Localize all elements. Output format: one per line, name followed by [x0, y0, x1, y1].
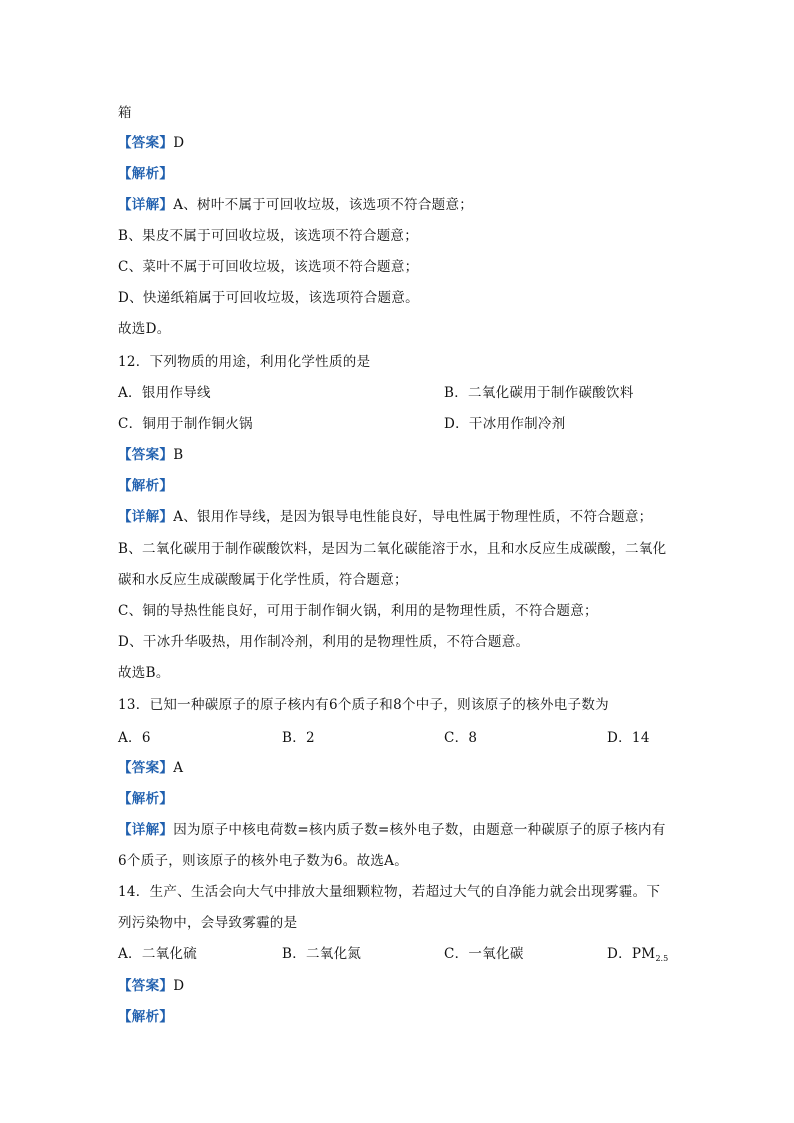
q13-detail-2: 6个质子，则该原子的核外电子数为6。故选A。 — [118, 853, 409, 869]
analysis-tag: 【解析】 — [118, 791, 174, 807]
detail-tag: 【详解】 — [118, 509, 174, 525]
q13-stem: 13．已知一种碳原子的原子核内有6个质子和8个中子，则该原子的核外电子数为 — [118, 697, 609, 713]
q11-answer: D — [173, 135, 185, 151]
q11-conclusion: 故选D。 — [118, 321, 171, 337]
q11-answer-line — [118, 133, 184, 153]
q11-detail-3: C、菜叶不属于可回收垃圾，该选项不符合题意； — [118, 259, 419, 275]
q14-option-d-text: D．PM — [607, 946, 656, 962]
q13-answer: A — [173, 760, 184, 776]
q14-stem-2: 列污染物中，会导致雾霾的是 — [118, 915, 298, 931]
answer-tag: 【答案】 — [118, 447, 174, 463]
q13-analysis-line — [118, 789, 173, 809]
q11-detail-4: D、快递纸箱属于可回收垃圾，该选项符合题意。 — [118, 290, 419, 306]
q12-option-c: C．铜用于制作铜火锅 — [118, 416, 253, 432]
q12-conclusion: 故选B。 — [118, 665, 170, 681]
q12-analysis-line — [118, 476, 173, 496]
q13-detail-1 — [118, 820, 666, 840]
answer-tag: 【答案】 — [118, 760, 174, 776]
q14-stem-1: 14．生产、生活会向大气中排放大量细颗粒物，若超过大气的自净能力就会出现雾霾。下 — [118, 884, 661, 900]
q14-option-a: A．二氧化硫 — [118, 946, 198, 962]
q12-option-b: B．二氧化碳用于制作碳酸饮料 — [444, 385, 634, 401]
q12-option-d: D．干冰用作制冷剂 — [444, 416, 566, 432]
q13-option-d: D．14 — [607, 730, 650, 746]
q13-detail-text-1: 因为原子中核电荷数=核内质子数=核外电子数，由题意一种碳原子的原子核内有 — [173, 822, 666, 838]
answer-tag: 【答案】 — [118, 978, 174, 994]
analysis-tag: 【解析】 — [118, 1009, 174, 1025]
q14-option-d — [607, 944, 668, 969]
q14-option-b: B．二氧化氮 — [282, 946, 362, 962]
q12-detail-3: C、铜的导热性能良好，可用于制作铜火锅，利用的是物理性质，不符合题意； — [118, 603, 598, 619]
q12-answer: B — [173, 447, 184, 463]
q12-detail-2a: B、二氧化碳用于制作碳酸饮料，是因为二氧化碳能溶于水，且和水反应生成碳酸，二氧化 — [118, 541, 667, 557]
q11-detail-text-1: A、树叶不属于可回收垃圾，该选项不符合题意； — [173, 197, 474, 213]
q14-answer-line — [118, 976, 184, 996]
q14-option-d-subscript: 2.5 — [655, 954, 669, 963]
q12-detail-4: D、干冰升华吸热，用作制冷剂，利用的是物理性质，不符合题意。 — [118, 634, 530, 650]
q12-detail-text-1: A、银用作导线，是因为银导电性能良好，导电性属于物理性质，不符合题意； — [173, 509, 653, 525]
q11-detail-1 — [118, 195, 473, 215]
analysis-tag: 【解析】 — [118, 166, 174, 182]
q14-analysis-line — [118, 1007, 173, 1027]
q11-analysis-line — [118, 164, 173, 184]
q12-option-a: A．银用作导线 — [118, 385, 211, 401]
q12-detail-2b: 碳和水反应生成碳酸属于化学性质，符合题意； — [118, 572, 408, 588]
q11-tail: 箱 — [118, 105, 132, 121]
q12-detail-1 — [118, 507, 652, 527]
q12-answer-line — [118, 445, 183, 465]
q12-stem: 12．下列物质的用途，利用化学性质的是 — [118, 354, 371, 370]
q11-detail-2: B、果皮不属于可回收垃圾，该选项不符合题意； — [118, 228, 419, 244]
detail-tag: 【详解】 — [118, 197, 174, 213]
q13-option-a: A．6 — [118, 730, 151, 746]
q14-answer: D — [173, 978, 185, 994]
q14-option-c: C．一氧化碳 — [444, 946, 524, 962]
q13-answer-line — [118, 758, 183, 778]
answer-tag: 【答案】 — [118, 135, 174, 151]
analysis-tag: 【解析】 — [118, 478, 174, 494]
detail-tag: 【详解】 — [118, 822, 174, 838]
q13-option-b: B．2 — [282, 730, 315, 746]
q13-option-c: C．8 — [444, 730, 478, 746]
